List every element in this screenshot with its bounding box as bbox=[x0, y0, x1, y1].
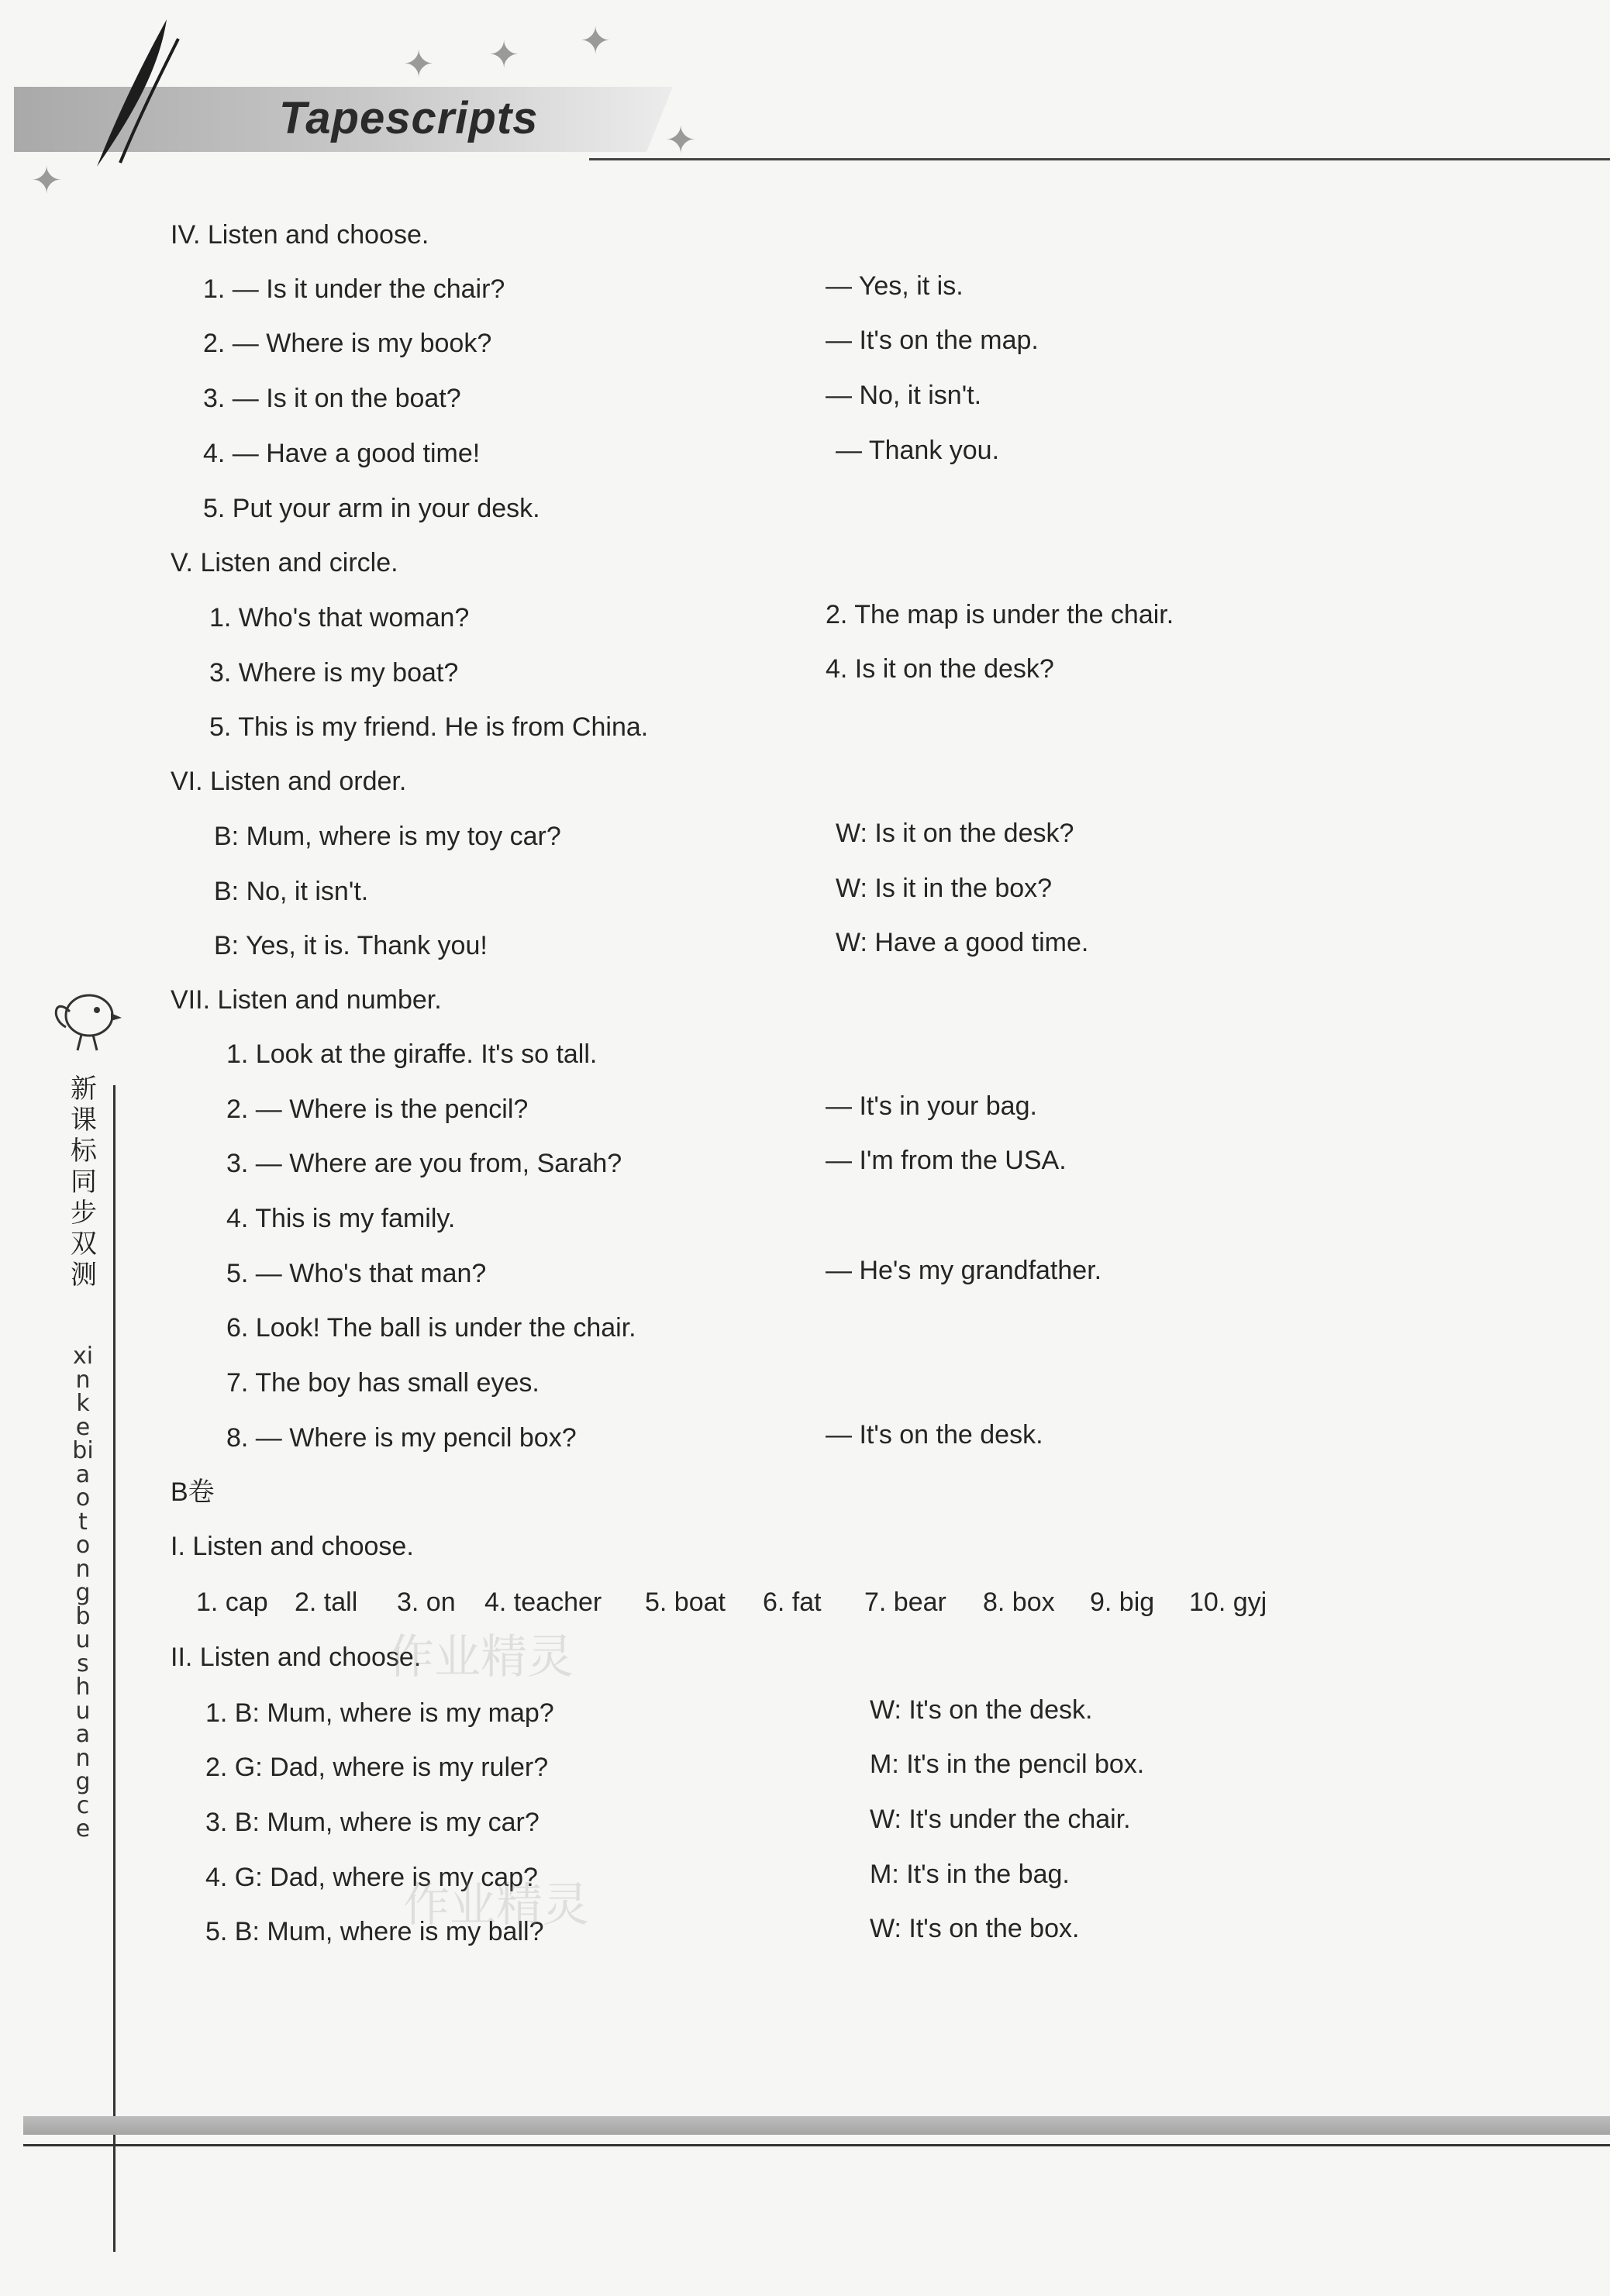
section-heading: V. Listen and circle. bbox=[171, 548, 398, 577]
line: 1. Look at the giraffe. It's so tall. bbox=[226, 1039, 598, 1069]
star-icon: ✦ bbox=[31, 160, 63, 202]
line: W: It's on the box. bbox=[870, 1914, 1080, 1943]
answer-item: 8. box bbox=[983, 1588, 1055, 1617]
star-icon: ✦ bbox=[580, 21, 612, 62]
line: 4. Is it on the desk? bbox=[826, 654, 1054, 684]
line: 3. B: Mum, where is my car? bbox=[205, 1808, 540, 1837]
answer-item: 2. tall bbox=[295, 1588, 358, 1617]
line: B: No, it isn't. bbox=[214, 877, 369, 906]
line: 1. B: Mum, where is my map? bbox=[205, 1698, 554, 1728]
sidebar-title-pinyin: xinkebiaotongbushuangce bbox=[72, 1343, 94, 1843]
line: — It's on the desk. bbox=[826, 1420, 1043, 1450]
answer-item: 4. teacher bbox=[484, 1588, 602, 1617]
line: 2. — Where is the pencil? bbox=[226, 1095, 529, 1124]
line: 4. G: Dad, where is my cap? bbox=[205, 1863, 538, 1892]
line: 4. This is my family. bbox=[226, 1204, 456, 1233]
line: W: Have a good time. bbox=[836, 928, 1089, 957]
line: B: Yes, it is. Thank you! bbox=[214, 931, 488, 960]
quill-icon bbox=[74, 16, 190, 171]
section-heading: IV. Listen and choose. bbox=[171, 220, 429, 250]
line: 7. The boy has small eyes. bbox=[226, 1368, 540, 1398]
line: — It's on the map. bbox=[826, 326, 1039, 355]
line: — Yes, it is. bbox=[826, 271, 964, 301]
star-icon: ✦ bbox=[403, 44, 435, 85]
line: W: It's under the chair. bbox=[870, 1805, 1131, 1834]
line: 5. This is my friend. He is from China. bbox=[209, 712, 649, 742]
line: 2. The map is under the chair. bbox=[826, 600, 1174, 629]
line: W: It's on the desk. bbox=[870, 1695, 1093, 1725]
star-icon: ✦ bbox=[665, 120, 697, 161]
line: 3. — Where are you from, Sarah? bbox=[226, 1149, 622, 1178]
answer-item: 9. big bbox=[1090, 1588, 1155, 1617]
footer-band bbox=[23, 2116, 1610, 2135]
watermark: 作业精灵 bbox=[388, 1630, 574, 1684]
line: M: It's in the pencil box. bbox=[870, 1750, 1145, 1779]
bird-icon bbox=[43, 973, 128, 1058]
line: 8. — Where is my pencil box? bbox=[226, 1423, 577, 1453]
part-label: B卷 bbox=[171, 1477, 215, 1507]
answer-item: 10. gyj bbox=[1189, 1588, 1267, 1617]
line: 1. Who's that woman? bbox=[209, 603, 470, 633]
watermark: 作业精灵 bbox=[403, 1878, 589, 1932]
line: 6. Look! The ball is under the chair. bbox=[226, 1313, 636, 1343]
line: B: Mum, where is my toy car? bbox=[214, 822, 561, 851]
line: 5. B: Mum, where is my ball? bbox=[205, 1917, 544, 1946]
line: 2. G: Dad, where is my ruler? bbox=[205, 1753, 549, 1782]
answer-item: 1. cap bbox=[196, 1588, 268, 1617]
section-heading: II. Listen and choose. bbox=[171, 1643, 422, 1672]
line: 4. — Have a good time! bbox=[203, 439, 481, 468]
line: W: Is it on the desk? bbox=[836, 819, 1074, 848]
line: 3. — Is it on the boat? bbox=[203, 384, 461, 413]
sidebar-title-cn: 新课标同步双测 bbox=[71, 1074, 97, 1290]
line: 2. — Where is my book? bbox=[203, 329, 492, 358]
answer-item: 6. fat bbox=[763, 1588, 822, 1617]
answer-item: 5. boat bbox=[645, 1588, 726, 1617]
footer-rule bbox=[23, 2144, 1610, 2146]
star-icon: ✦ bbox=[488, 35, 520, 76]
line: — He's my grandfather. bbox=[826, 1256, 1102, 1285]
answer-item: 7. bear bbox=[864, 1588, 946, 1617]
line: — Thank you. bbox=[836, 436, 1000, 465]
line: 5. — Who's that man? bbox=[226, 1259, 487, 1288]
line: — It's in your bag. bbox=[826, 1091, 1037, 1121]
answer-item: 3. on bbox=[397, 1588, 456, 1617]
line: W: Is it in the box? bbox=[836, 874, 1053, 903]
line: M: It's in the bag. bbox=[870, 1860, 1070, 1889]
section-heading: VII. Listen and number. bbox=[171, 985, 442, 1015]
page-title: Tapescripts bbox=[279, 93, 539, 143]
sidebar-rule bbox=[113, 1085, 115, 2252]
line: 1. — Is it under the chair? bbox=[203, 274, 505, 304]
section-heading: VI. Listen and order. bbox=[171, 767, 407, 796]
header-rule bbox=[589, 158, 1610, 160]
line: — No, it isn't. bbox=[826, 381, 982, 410]
line: 5. Put your arm in your desk. bbox=[203, 494, 540, 523]
section-heading: I. Listen and choose. bbox=[171, 1532, 414, 1561]
line: — I'm from the USA. bbox=[826, 1146, 1067, 1175]
line: 3. Where is my boat? bbox=[209, 658, 459, 688]
